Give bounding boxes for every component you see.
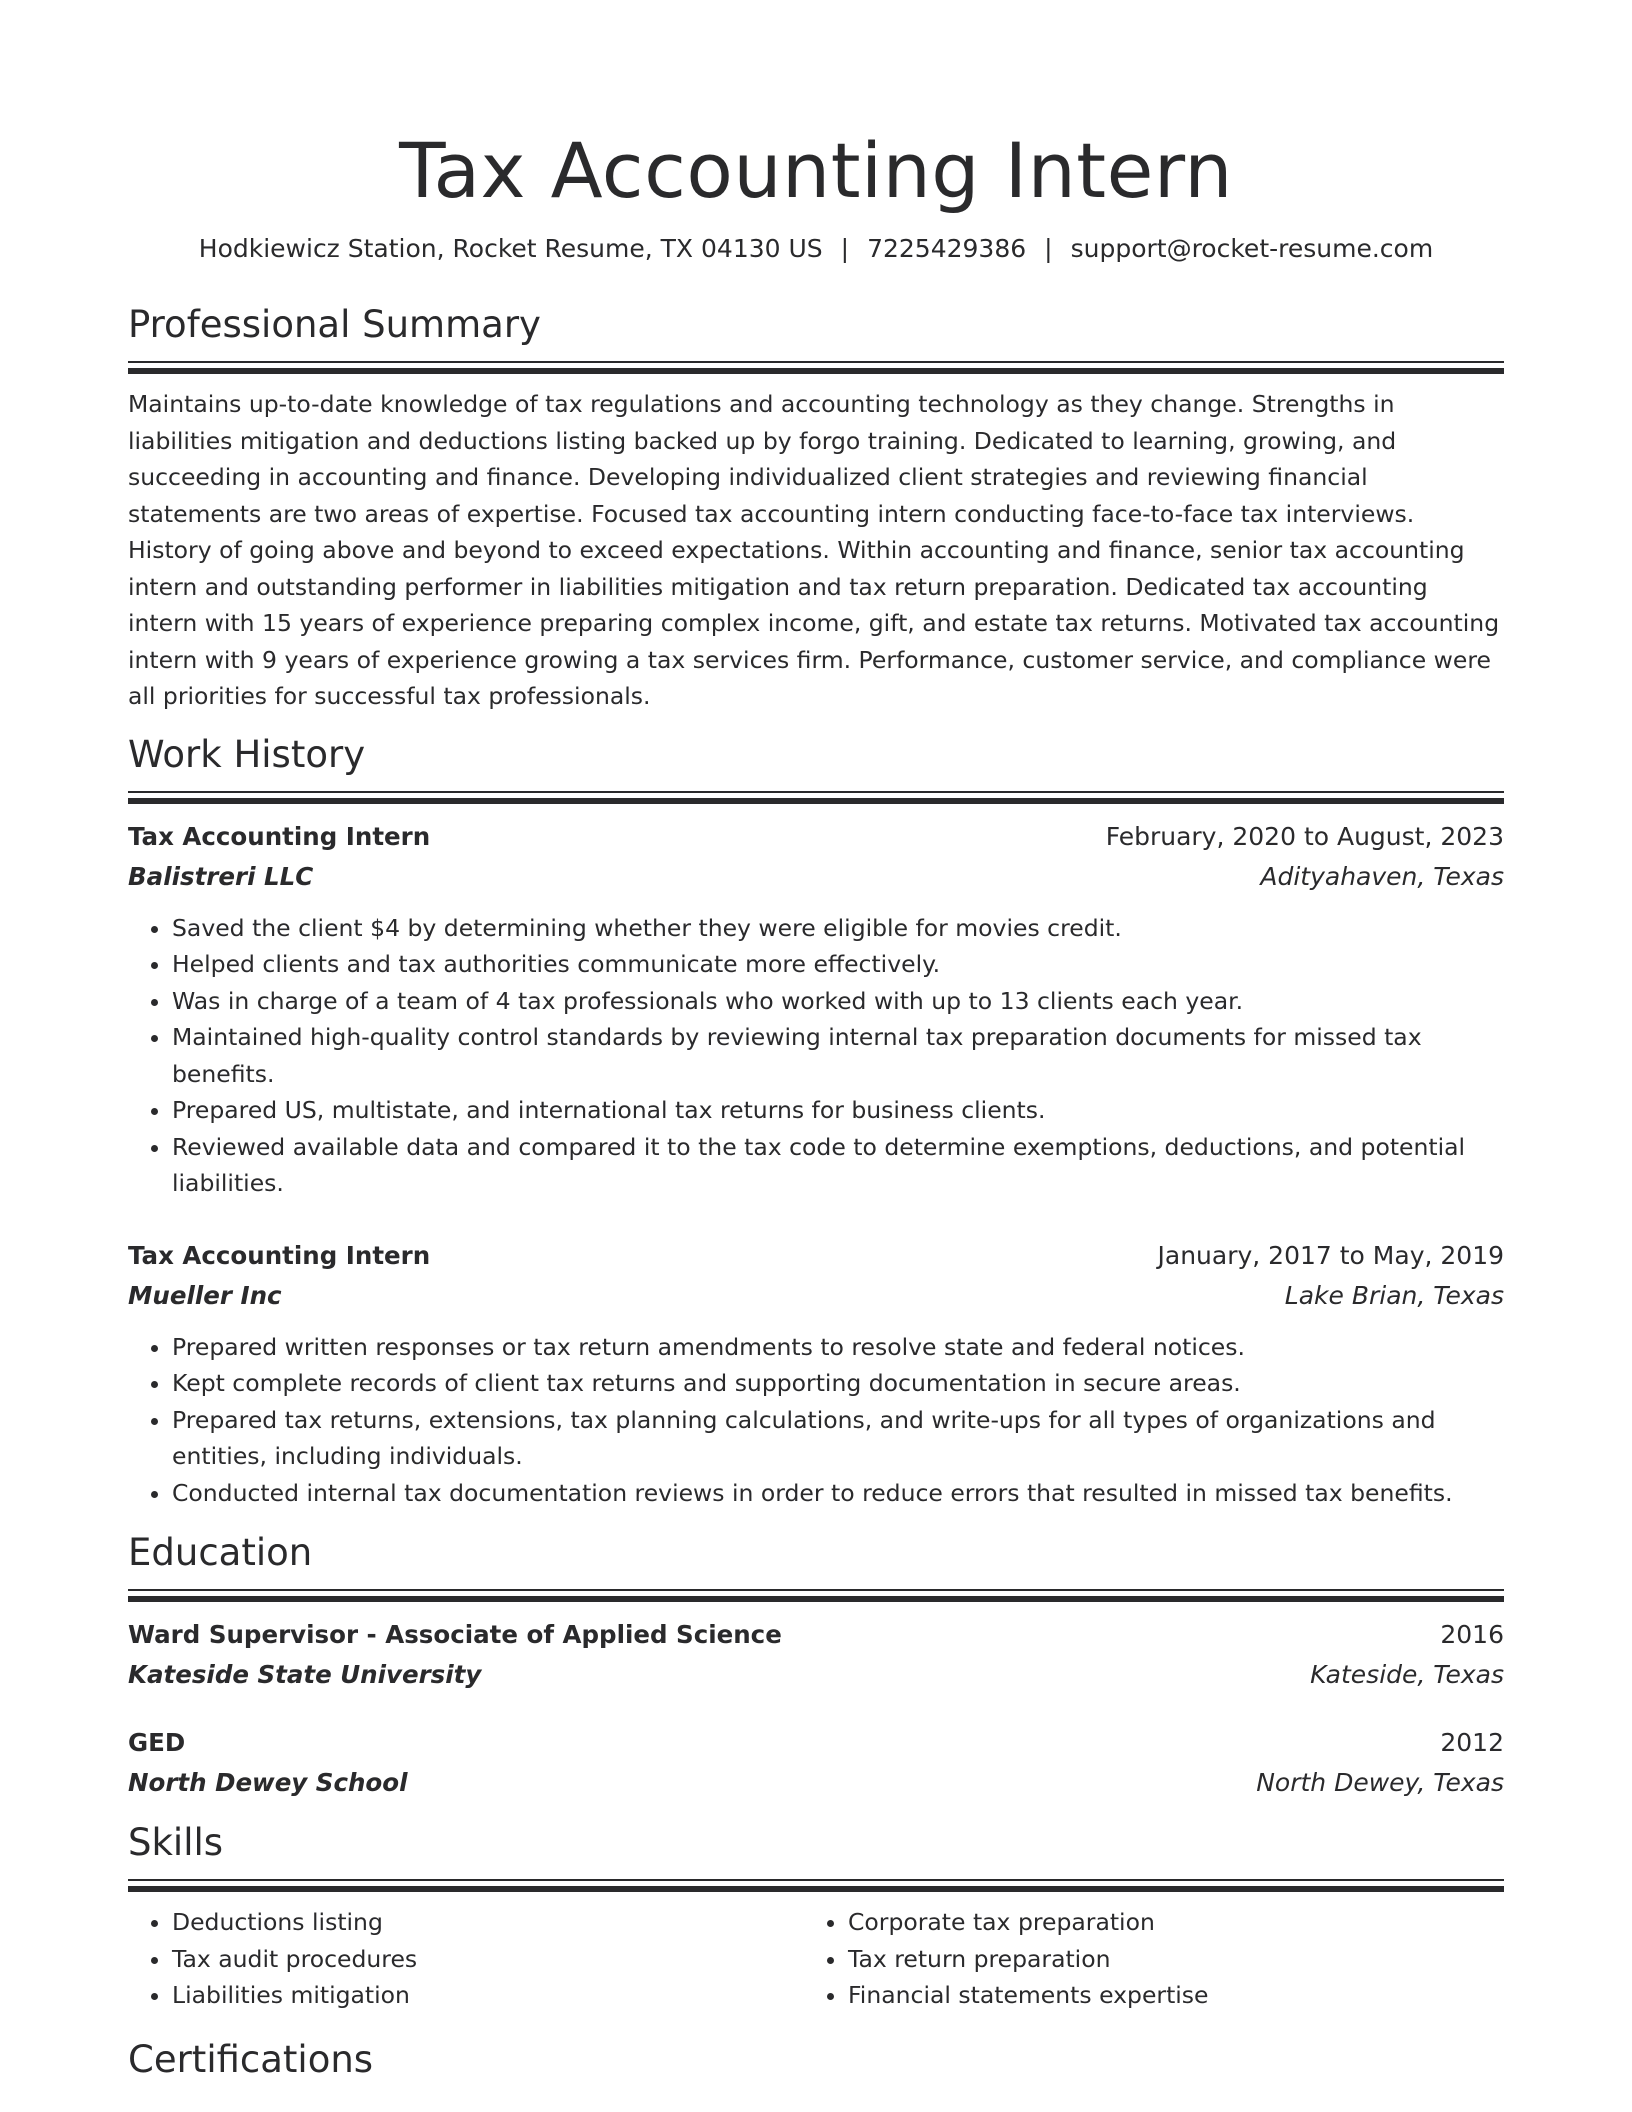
job-company-row (128, 857, 1504, 897)
section-divider (128, 791, 1504, 803)
resume-name-heading: Tax Accounting Intern (399, 126, 1233, 215)
contact-email: support@rocket-resume.com (1070, 234, 1434, 263)
contact-phone: 7225429386 (867, 234, 1027, 263)
job-header-row (128, 1236, 1504, 1276)
job-bullets (128, 910, 1504, 1202)
contact-address: Hodkiewicz Station, Rocket Resume, TX 04130 US (198, 234, 823, 263)
skill-item: • Deductions listing (172, 1904, 804, 1941)
education-school: Kateside State University (128, 1660, 482, 1689)
education-header-row (128, 1723, 1504, 1763)
education-location: North Dewey, Texas (1256, 1768, 1504, 1797)
education-header-row (128, 1615, 1504, 1655)
list-item: • Prepared US, multistate, and international tax returns for business clients. (172, 1092, 1504, 1129)
section-title-summary: Professional Summary (128, 303, 541, 346)
section-title-work-history: Work History (128, 732, 366, 776)
education-location: Kateside, Texas (1310, 1660, 1504, 1689)
list-item: • Saved the client $4 by determining whether they were eligible for movies credit. (172, 910, 1504, 947)
job-location: Lake Brian, Texas (1284, 1280, 1504, 1310)
skill-item: • Financial statements expertise (848, 1977, 1480, 2014)
section-title-education: Education (128, 1531, 313, 1574)
job-dates: January, 2017 to May, 2019 (1157, 1240, 1504, 1270)
job-dates: February, 2020 to August, 2023 (1105, 821, 1504, 851)
list-item: • Helped clients and tax authorities communicate more effectively. (172, 946, 1504, 983)
job-company: Balistreri LLC (128, 861, 314, 891)
education-degree: GED (128, 1728, 186, 1757)
skill-item: • Tax audit procedures (172, 1941, 804, 1978)
job-position: Tax Accounting Intern (128, 821, 431, 851)
summary-text: Maintains up-to-date knowledge of tax regulations and accounting technology as they change. Strengths in liabilities mitigation and deductions listing backed up by forgo training. Dedicated to learning, growing, and succeeding in accounting and finance. Developing individualized client strategies and reviewing financial statements are two areas of expertise. Focused tax accounting intern conducting face-to-face tax interviews. History of going above and beyond to exceed expectations. Within accounting and finance, senior tax accounting intern and outstanding performer in liabilities mitigation and tax return preparation. Dedicated tax accounting intern with 15 years of experience preparing complex income, gift, and estate tax returns. Motivated tax accounting intern with 9 years of experience growing a tax services firm. Performance, customer service, and compliance were all priorities for successful tax professionals. (128, 390, 1500, 710)
list-item: • Prepared tax returns, extensions, tax planning calculations, and write-ups for all types of organizations and entities, including individuals. (172, 1402, 1504, 1475)
education-year: 2016 (1440, 1620, 1504, 1649)
skill-item: • Tax return preparation (848, 1941, 1480, 1978)
contact-line (128, 231, 1504, 267)
job-location: Adityahaven, Texas (1260, 861, 1504, 891)
education-school-row (128, 1655, 1504, 1695)
job-company: Mueller Inc (128, 1280, 282, 1310)
job-entry (128, 1236, 1504, 1512)
job-header-row (128, 817, 1504, 857)
list-item: • Conducted internal tax documentation reviews in order to reduce errors that resulted in missed tax benefits. (172, 1475, 1504, 1512)
skills-list (128, 1904, 1504, 2014)
section-title-skills: Skills (128, 1821, 224, 1864)
list-item: • Maintained high-quality control standards by reviewing internal tax preparation documents for missed tax benefits. (172, 1019, 1504, 1092)
job-position: Tax Accounting Intern (128, 1240, 431, 1270)
skill-item: • Liabilities mitigation (172, 1977, 804, 2014)
section-divider (128, 1589, 1504, 1601)
list-item: • Kept complete records of client tax returns and supporting documentation in secure areas. (172, 1365, 1504, 1402)
contact-separator: | (1044, 234, 1053, 263)
skills-column-left (128, 1904, 804, 2014)
section-divider (128, 1879, 1504, 1891)
section-divider (128, 361, 1504, 373)
skill-item: • Corporate tax preparation (848, 1904, 1480, 1941)
resume-page (128, 0, 1504, 2084)
job-company-row (128, 1276, 1504, 1316)
job-bullets (128, 1329, 1504, 1512)
list-item: • Prepared written responses or tax return amendments to resolve state and federal notices. (172, 1329, 1504, 1366)
education-entry (128, 1615, 1504, 1695)
education-entry (128, 1723, 1504, 1803)
section-title-certifications: Certifications (128, 2037, 374, 2081)
list-item: • Reviewed available data and compared it to the tax code to determine exemptions, deductions, and potential liabilities. (172, 1129, 1504, 1202)
skills-column-right (804, 1904, 1480, 2014)
contact-separator: | (840, 234, 850, 263)
list-item: • Was in charge of a team of 4 tax professionals who worked with up to 13 clients each year. (172, 983, 1504, 1020)
education-school: North Dewey School (128, 1768, 408, 1797)
education-school-row (128, 1763, 1504, 1803)
education-year: 2012 (1440, 1728, 1504, 1757)
job-entry (128, 817, 1504, 1202)
education-degree: Ward Supervisor - Associate of Applied Science (128, 1620, 782, 1649)
